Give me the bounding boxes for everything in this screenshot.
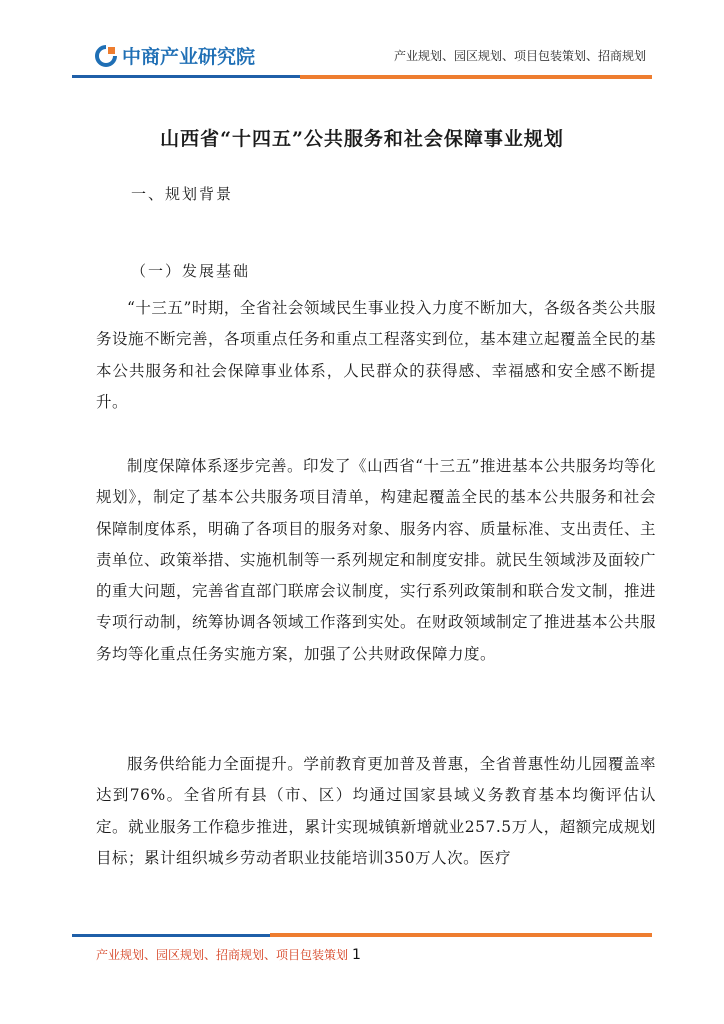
header-rule-blue xyxy=(72,75,300,78)
paragraph: “十三五”时期，全省社会领域民生事业投入力度不断加大，各级各类公共服务设施不断完善，各项重点任务和重点工程落实到位，基本建立起覆盖全民的基本公共服务和社会保障事业体系，人民群众的获得感、幸福感和安全感不断提升。 xyxy=(96,299,657,411)
header-tagline: 产业规划、园区规划、项目包装策划、招商规划 xyxy=(393,49,646,63)
paragraph: 服务供给能力全面提升。学前教育更加普及普惠，全省普惠性幼儿园覆盖率达到76%。全省所有县（市、区）均通过国家县域义务教育基本均衡评估认定。就业服务工作稳步推进，累计实现城镇新增就业257.5万人，超额完成规划目标；累计组织城乡劳动者职业技能培训350万人次。医疗 xyxy=(96,755,656,867)
paragraph: 制度保障体系逐步完善。印发了《山西省“十三五”推进基本公共服务均等化规划》，制定了基本公共服务项目清单，构建起覆盖全民的基本公共服务和社会保障制度体系，明确了各项目的服务对象、服务内容、质量标准、支出责任、主责单位、政策举措、实施机制等一系列规定和制度安排。就民生领域涉及面较广的重大问题，完善省直部门联席会议制度，实行系列政策制和联合发文制，推进专项行动制，统筹协调各领域工作落到实处。在财政领域制定了推进基本公共服务均等化重点任务实施方案，加强了公共财政保障力度。 xyxy=(96,457,657,663)
logo-mark-icon xyxy=(94,44,118,68)
footer xyxy=(96,946,361,963)
document-title: 山西省“十四五”公共服务和社会保障事业规划 xyxy=(160,128,564,150)
footer-rule-blue xyxy=(72,934,270,937)
footer-rule-orange xyxy=(270,933,652,937)
logo-text: 中商产业研究院 xyxy=(122,46,256,68)
section-heading: 一、规划背景 xyxy=(131,185,234,203)
company-logo xyxy=(94,42,255,69)
header-rule-orange xyxy=(300,75,652,79)
subsection-heading: （一）发展基础 xyxy=(131,262,251,280)
footer-text: 产业规划、园区规划、招商规划、项目包装策划 xyxy=(96,948,349,962)
page-number: 1 xyxy=(352,947,361,963)
